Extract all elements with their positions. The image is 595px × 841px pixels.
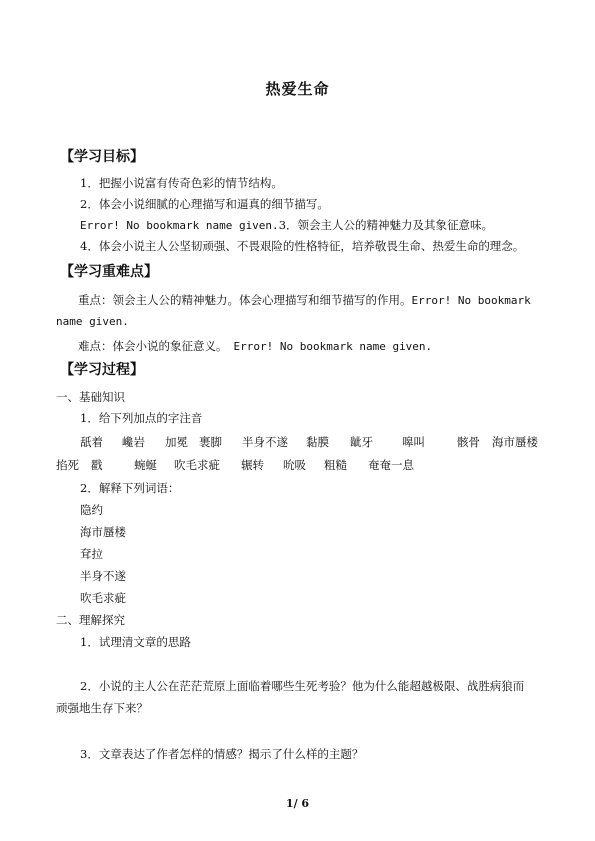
word-item: 裹脚 (199, 435, 222, 449)
focus-text: 重点：领会主人公的精神魅力。体会心理描写和细节描写的作用。 (78, 293, 412, 307)
word-item: 奄奄一息 (368, 458, 414, 472)
word-item: 吮吸 (283, 458, 306, 472)
part-1-heading: 一、基础知识 (56, 390, 125, 404)
question-1: 1．给下列加点的字注音 (80, 411, 203, 425)
understanding-question-3: 3．文章表达了作者怎样的情感？揭示了什么样的主题？ (80, 747, 364, 761)
objective-2: 2．体会小说细腻的心理描写和逼真的细节描写。 (80, 197, 329, 211)
difficulty-line (78, 338, 432, 355)
part-2-heading: 二、理解探究 (56, 613, 125, 627)
term-item: 半身不遂 (80, 569, 126, 583)
section-heading-process: 【学习过程】 (60, 362, 144, 378)
words-row-2 (0, 457, 595, 473)
section-heading-key-points: 【学习重难点】 (60, 264, 158, 280)
page-title: 热爱生命 (265, 80, 330, 98)
objective-3: 3．领会主人公的精神魅力及其象征意味。 (278, 218, 494, 232)
term-item: 海市蜃楼 (80, 525, 126, 539)
word-item: 嗥叫 (402, 435, 425, 449)
word-item: 骸骨 (457, 435, 480, 449)
words-row-1 (0, 434, 595, 450)
error-bookmark-text: Error! No bookmark (411, 294, 531, 307)
understanding-question-2-line-2: 顽强地生存下来？ (56, 701, 148, 715)
word-item: 舐着 (80, 435, 103, 449)
focus-line (78, 292, 531, 309)
term-item: 耷拉 (80, 547, 103, 561)
understanding-question-2-line-1: 2．小说的主人公在茫茫荒原上面临着哪些生死考验？他为什么能超越极限、战胜病狼而 (80, 679, 525, 693)
word-item: 粗糙 (324, 458, 347, 472)
word-item: 巉岩 (122, 435, 145, 449)
objective-3-line (80, 217, 493, 234)
term-item: 吹毛求疵 (80, 591, 126, 605)
word-item: 龇牙 (350, 435, 373, 449)
word-item: 蜿蜒 (134, 458, 157, 472)
error-bookmark-text: Error! No bookmark name given. (233, 340, 433, 353)
word-item: 戳 (91, 458, 103, 472)
word-item: 黏膜 (306, 435, 329, 449)
error-bookmark-text: Error! No bookmark name given. (80, 219, 279, 232)
difficulty-text: 难点：体会小说的象征意义。 (78, 339, 228, 353)
objective-4: 4．体会小说主人公坚韧顽强、不畏艰险的性格特征，培养敬畏生命、热爱生命的理念。 (80, 239, 525, 253)
term-item: 隐约 (80, 503, 103, 517)
word-item: 掐死 (56, 458, 79, 472)
question-2: 2．解释下列词语： (80, 481, 180, 495)
word-item: 辗转 (241, 458, 264, 472)
error-bookmark-continued: name given. (56, 315, 129, 328)
section-heading-objectives: 【学习目标】 (60, 149, 144, 165)
understanding-question-1: 1．试理清文章的思路 (80, 635, 191, 649)
objective-1: 1．把握小说富有传奇色彩的情节结构。 (80, 176, 283, 190)
word-item: 半身不遂 (242, 435, 288, 449)
word-item: 吹毛求疵 (174, 458, 220, 472)
word-item: 加冕 (165, 435, 188, 449)
word-item: 海市蜃楼 (492, 435, 538, 449)
page-number: 1/ 6 (285, 797, 310, 810)
